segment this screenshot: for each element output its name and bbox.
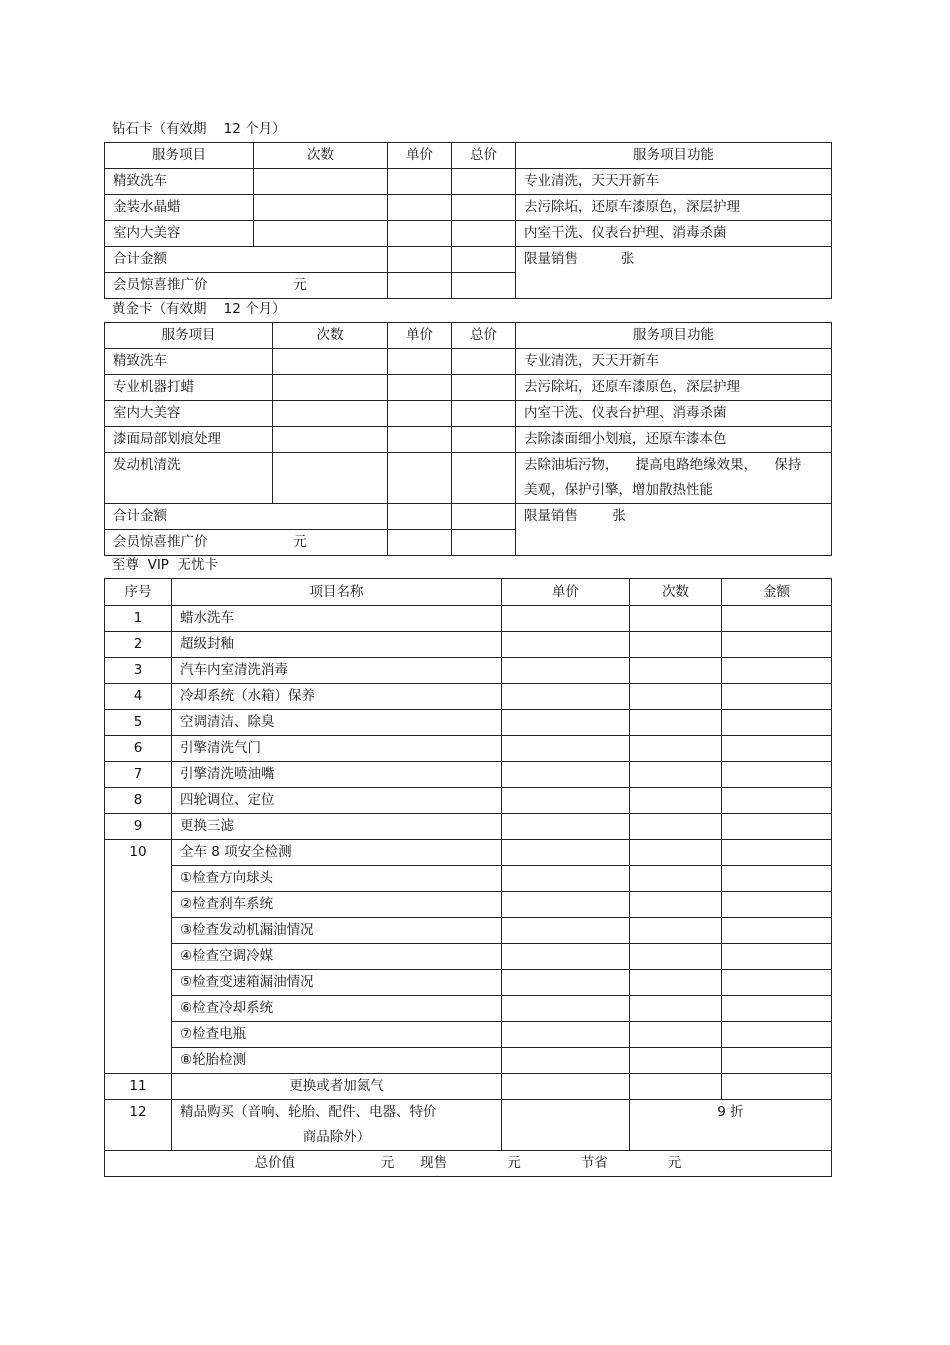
- count-cell: [630, 918, 722, 944]
- table-row: [105, 375, 832, 401]
- promo-price-label: 会员惊喜推广价 元: [105, 530, 388, 556]
- total-price-cell: [452, 530, 516, 556]
- amount-cell: [722, 736, 832, 762]
- unit-price-cell: [502, 684, 630, 710]
- total-price-cell: [452, 401, 516, 427]
- unit-price-cell: [388, 247, 452, 273]
- unit-price-cell: [502, 944, 630, 970]
- table-row: [105, 944, 832, 970]
- count-cell: [630, 866, 722, 892]
- table-row: [105, 453, 832, 504]
- header-unit-price: 单价: [388, 323, 452, 349]
- item-name: 汽车内室清洗消毒: [172, 658, 502, 684]
- item-name: 全车 8 项安全检测: [172, 840, 502, 866]
- amount-cell: [722, 684, 832, 710]
- service-function: 去污除坧，还原车漆原色，深层护理: [516, 375, 832, 401]
- count-cell: [630, 1022, 722, 1048]
- table-row: [105, 401, 832, 427]
- service-function-line-1: 去除油垢污物， 提高电路绝缘效果， 保持: [524, 457, 802, 473]
- table-row: [105, 892, 832, 918]
- service-function: 专业清洗，天天开新车: [516, 169, 832, 195]
- unit-price-cell: [502, 632, 630, 658]
- unit-price-cell: [388, 530, 452, 556]
- row-number: 4: [105, 684, 172, 710]
- discount-label: 9 折: [630, 1100, 832, 1151]
- header-number: 序号: [105, 579, 172, 606]
- promo-price-label: 会员惊喜推广价 元: [105, 273, 388, 299]
- unit-price-cell: [502, 996, 630, 1022]
- row-number: 10: [105, 840, 172, 1074]
- amount-cell: [722, 606, 832, 632]
- count-cell: [273, 349, 388, 375]
- unit-price-cell: [502, 788, 630, 814]
- header-function: 服务项目功能: [516, 143, 832, 169]
- unit-price-cell: [388, 349, 452, 375]
- table-row: [105, 866, 832, 892]
- count-cell: [630, 684, 722, 710]
- count-cell: [630, 840, 722, 866]
- row-number: 9: [105, 814, 172, 840]
- row-number: 8: [105, 788, 172, 814]
- row-number: 11: [105, 1074, 172, 1100]
- service-function: 去除漆面细小划痕，还原车漆本色: [516, 427, 832, 453]
- unit-price-cell: [388, 375, 452, 401]
- gold-card-title: 黄金卡（有效期 12 个月）: [112, 301, 286, 317]
- vip-card-table: [104, 578, 832, 1177]
- table-row: [105, 710, 832, 736]
- table-row: [105, 1074, 832, 1100]
- unit-price-cell: [502, 736, 630, 762]
- service-item: 金装水晶蜡: [105, 195, 254, 221]
- amount-cell: [722, 944, 832, 970]
- total-price-cell: [452, 504, 516, 530]
- table-row: [105, 788, 832, 814]
- total-price-cell: [452, 247, 516, 273]
- sub-check-item: ⑥检查冷却系统: [172, 996, 502, 1022]
- service-item: 室内大美容: [105, 221, 254, 247]
- unit-price-cell: [502, 892, 630, 918]
- vip-card-title: 至尊 VIP 无忧卡: [112, 557, 219, 573]
- count-cell: [630, 1074, 722, 1100]
- amount-cell: [722, 918, 832, 944]
- limited-sale-label: 限量销售 张: [516, 504, 832, 556]
- count-cell: [630, 892, 722, 918]
- total-price-cell: [452, 273, 516, 299]
- header-total-price: 总价: [452, 143, 516, 169]
- total-price-cell: [452, 453, 516, 504]
- count-cell: [630, 606, 722, 632]
- unit-price-cell: [388, 221, 452, 247]
- service-function: 内室干洗、仪表台护理、消毒杀菌: [516, 221, 832, 247]
- header-count: 次数: [254, 143, 388, 169]
- service-item: 专业机器打蜡: [105, 375, 273, 401]
- count-cell: [630, 1048, 722, 1074]
- item-name: 四轮调位、定位: [172, 788, 502, 814]
- count-cell: [630, 710, 722, 736]
- unit-price-cell: [502, 970, 630, 996]
- table-row: [105, 221, 832, 247]
- sub-check-item: ⑤检查变速箱漏油情况: [172, 970, 502, 996]
- table-row: [105, 684, 832, 710]
- amount-cell: [722, 788, 832, 814]
- count-cell: [630, 814, 722, 840]
- table-row: [105, 762, 832, 788]
- row-number: 5: [105, 710, 172, 736]
- amount-cell: [722, 970, 832, 996]
- unit-price-cell: [502, 606, 630, 632]
- total-price-cell: [452, 169, 516, 195]
- count-cell: [273, 453, 388, 504]
- service-function: [516, 453, 832, 504]
- item-name: 引擎清洗气门: [172, 736, 502, 762]
- unit-price-cell: [502, 658, 630, 684]
- table-row: [105, 996, 832, 1022]
- item-name: 空调清洁、除臭: [172, 710, 502, 736]
- sub-check-item: ③检查发动机漏油情况: [172, 918, 502, 944]
- unit-price-cell: [502, 1022, 630, 1048]
- amount-cell: [722, 710, 832, 736]
- table-row: [105, 195, 832, 221]
- unit-price-cell: [502, 1074, 630, 1100]
- header-count: 次数: [273, 323, 388, 349]
- header-service-item: 服务项目: [105, 323, 273, 349]
- table-row: [105, 427, 832, 453]
- item-name: 引擎清洗喷油嘴: [172, 762, 502, 788]
- service-item: 室内大美容: [105, 401, 273, 427]
- row-number: 3: [105, 658, 172, 684]
- service-item: 精致洗车: [105, 169, 254, 195]
- count-cell: [630, 762, 722, 788]
- unit-price-cell: [502, 840, 630, 866]
- table-row: [105, 840, 832, 866]
- row-number: 12: [105, 1100, 172, 1151]
- item-name-line-2: 商品除外）: [302, 1129, 371, 1145]
- amount-cell: [722, 866, 832, 892]
- header-unit-price: 单价: [388, 143, 452, 169]
- unit-price-cell: [388, 273, 452, 299]
- sub-check-item: ⑦检查电瓶: [172, 1022, 502, 1048]
- diamond-card-table: [104, 142, 832, 299]
- count-cell: [630, 736, 722, 762]
- amount-cell: [722, 840, 832, 866]
- row-number: 6: [105, 736, 172, 762]
- count-cell: [254, 169, 388, 195]
- unit-price-cell: [502, 918, 630, 944]
- count-cell: [273, 401, 388, 427]
- table-row: [105, 918, 832, 944]
- table-row: [105, 1100, 832, 1151]
- total-amount-label: 合计金额: [105, 247, 388, 273]
- sub-check-item: ④检查空调冷媒: [172, 944, 502, 970]
- count-cell: [273, 427, 388, 453]
- unit-price-cell: [502, 866, 630, 892]
- total-price-cell: [452, 349, 516, 375]
- unit-price-cell: [388, 504, 452, 530]
- count-cell: [630, 944, 722, 970]
- table-row: [105, 736, 832, 762]
- amount-cell: [722, 1074, 832, 1100]
- gold-card-table: [104, 322, 832, 556]
- item-name: 更换或者加氮气: [172, 1074, 502, 1100]
- amount-cell: [722, 1048, 832, 1074]
- item-name: 冷却系统（水箱）保养: [172, 684, 502, 710]
- table-row: [105, 169, 832, 195]
- amount-cell: [722, 996, 832, 1022]
- count-cell: [630, 788, 722, 814]
- table-row: [105, 814, 832, 840]
- header-total-price: 总价: [452, 323, 516, 349]
- count-cell: [630, 970, 722, 996]
- service-function: 去污除坧，还原车漆原色，深层护理: [516, 195, 832, 221]
- amount-cell: [722, 814, 832, 840]
- item-name: [172, 1100, 502, 1151]
- amount-cell: [722, 658, 832, 684]
- count-cell: [630, 632, 722, 658]
- count-cell: [630, 658, 722, 684]
- unit-price-cell: [388, 195, 452, 221]
- table-row: [105, 1022, 832, 1048]
- table-row: [105, 632, 832, 658]
- amount-cell: [722, 762, 832, 788]
- sub-check-item: ①检查方向球头: [172, 866, 502, 892]
- sub-check-item: ②检查刹车系统: [172, 892, 502, 918]
- item-name: 更换三滤: [172, 814, 502, 840]
- unit-price-cell: [388, 401, 452, 427]
- sub-check-item: ⑧轮胎检测: [172, 1048, 502, 1074]
- table-row: [105, 970, 832, 996]
- header-amount: 金额: [722, 579, 832, 606]
- amount-cell: [722, 1022, 832, 1048]
- unit-price-cell: [502, 1048, 630, 1074]
- unit-price-cell: [502, 1100, 630, 1151]
- total-price-cell: [452, 427, 516, 453]
- row-number: 2: [105, 632, 172, 658]
- table-row: [105, 1048, 832, 1074]
- service-item: 精致洗车: [105, 349, 273, 375]
- diamond-card-title: 钻石卡（有效期 12 个月）: [112, 121, 286, 137]
- table-row: [105, 658, 832, 684]
- unit-price-cell: [502, 762, 630, 788]
- service-item: 发动机清洗: [105, 453, 273, 504]
- header-unit-price: 单价: [502, 579, 630, 606]
- service-function: 内室干洗、仪表台护理、消毒杀菌: [516, 401, 832, 427]
- service-function: 专业清洗，天天开新车: [516, 349, 832, 375]
- total-price-cell: [452, 221, 516, 247]
- total-price-cell: [452, 195, 516, 221]
- item-name-line-1: 精品购买（音响、轮胎、配件、电器、特价: [180, 1104, 437, 1120]
- row-number: 1: [105, 606, 172, 632]
- amount-cell: [722, 632, 832, 658]
- unit-price-cell: [502, 814, 630, 840]
- header-count: 次数: [630, 579, 722, 606]
- table-row: [105, 504, 832, 530]
- item-name: 蜡水洗车: [172, 606, 502, 632]
- item-name: 超级封釉: [172, 632, 502, 658]
- count-cell: [254, 221, 388, 247]
- unit-price-cell: [388, 427, 452, 453]
- header-service-item: 服务项目: [105, 143, 254, 169]
- table-row: [105, 349, 832, 375]
- unit-price-cell: [388, 169, 452, 195]
- limited-sale-label: 限量销售 张: [516, 247, 832, 299]
- amount-cell: [722, 892, 832, 918]
- total-price-cell: [452, 375, 516, 401]
- unit-price-cell: [502, 710, 630, 736]
- count-cell: [254, 195, 388, 221]
- total-amount-label: 合计金额: [105, 504, 388, 530]
- header-item-name: 项目名称: [172, 579, 502, 606]
- table-row: [105, 247, 832, 273]
- row-number: 7: [105, 762, 172, 788]
- count-cell: [273, 375, 388, 401]
- count-cell: [630, 996, 722, 1022]
- price-summary: 总价值 元 现售 元 节省 元: [105, 1151, 832, 1177]
- header-function: 服务项目功能: [516, 323, 832, 349]
- table-row: [105, 606, 832, 632]
- service-item: 漆面局部划痕处理: [105, 427, 273, 453]
- unit-price-cell: [388, 453, 452, 504]
- service-function-line-2: 美观，保护引擎，增加散热性能: [524, 482, 713, 498]
